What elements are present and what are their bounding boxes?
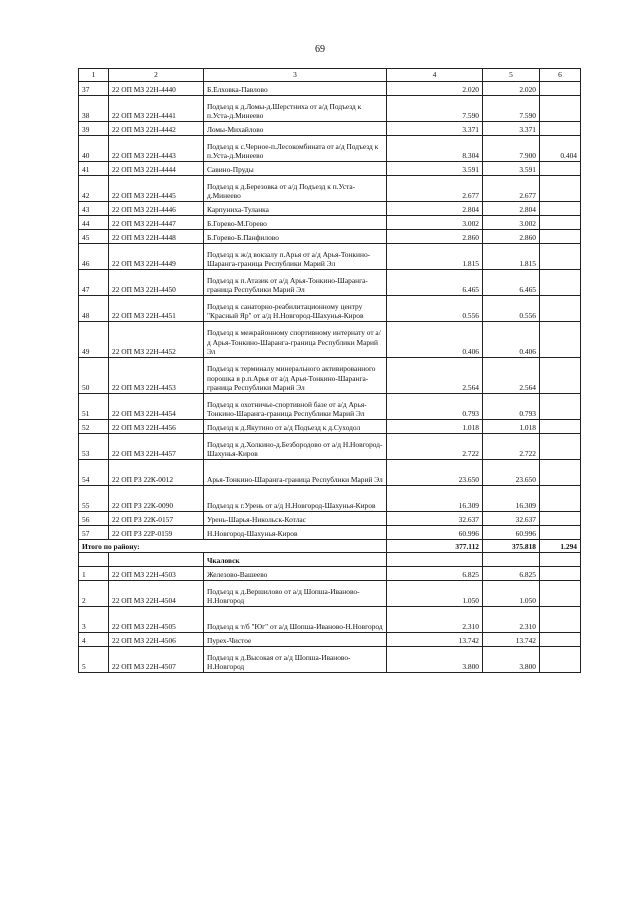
empty-cell — [483, 553, 540, 567]
empty-cell — [79, 553, 109, 567]
road-name: Подъезд к с.Черное-п.Лесокомбината от а/д Подъезд к п.Уста-д.Минеево — [204, 136, 387, 162]
length-col-6 — [540, 122, 581, 136]
road-code: 22 ОП МЗ 22Н-4443 — [109, 136, 204, 162]
district-total-label: Итого по району: — [79, 540, 387, 553]
table-row — [79, 567, 581, 581]
row-number: 44 — [79, 216, 109, 230]
row-number: 55 — [79, 486, 109, 512]
total-length: 7.590 — [387, 96, 483, 122]
length-col-6 — [540, 460, 581, 486]
total-length: 1.815 — [387, 244, 483, 270]
table-row — [79, 230, 581, 244]
total-length: 2.564 — [387, 358, 483, 394]
district-name: Чкаловск — [204, 553, 387, 567]
length-col-6 — [540, 244, 581, 270]
total-length: 2.020 — [387, 82, 483, 96]
length-col-5: 2.564 — [483, 358, 540, 394]
length-col-6 — [540, 486, 581, 512]
table-header-row — [79, 69, 581, 82]
length-col-5: 16.309 — [483, 486, 540, 512]
row-number: 3 — [79, 607, 109, 633]
total-length: 6.825 — [387, 567, 483, 581]
length-col-5: 2.860 — [483, 230, 540, 244]
district-total-col-5: 375.818 — [483, 540, 540, 553]
table-row — [79, 202, 581, 216]
column-header-5: 5 — [483, 69, 540, 82]
row-number: 41 — [79, 162, 109, 176]
length-col-6 — [540, 420, 581, 434]
column-header-4: 4 — [387, 69, 483, 82]
total-length: 2.804 — [387, 202, 483, 216]
length-col-6 — [540, 633, 581, 647]
total-length: 1.018 — [387, 420, 483, 434]
table-row — [79, 270, 581, 296]
length-col-5: 6.825 — [483, 567, 540, 581]
length-col-5: 3.591 — [483, 162, 540, 176]
length-col-6 — [540, 296, 581, 322]
road-name: Савино-Пруды — [204, 162, 387, 176]
road-code: 22 ОП МЗ 22Н-4504 — [109, 581, 204, 607]
road-code: 22 ОП МЗ 22Н-4456 — [109, 420, 204, 434]
road-code: 22 ОП МЗ 22Н-4446 — [109, 202, 204, 216]
table-row — [79, 122, 581, 136]
empty-cell — [540, 553, 581, 567]
length-col-6 — [540, 434, 581, 460]
road-name: Н.Новгород-Шахунья-Киров — [204, 526, 387, 540]
row-number: 45 — [79, 230, 109, 244]
road-name: Подъезд к терминалу минерального активированного порошка в р.п.Арья от а/д Арья-Тонкино-Шаранга-граница Республики Марий Эл — [204, 358, 387, 394]
row-number: 50 — [79, 358, 109, 394]
table-row — [79, 296, 581, 322]
table-row — [79, 82, 581, 96]
road-code: 22 ОП РЗ 22К-0090 — [109, 486, 204, 512]
table-row — [79, 486, 581, 512]
road-name: Подъезд к т/б "Юг" от а/д Шопша-Иваново-Н.Новгород — [204, 607, 387, 633]
road-name: Подъезд к охотничье-спортивной базе от а/д Арья-Тонкино-Шаранга-граница Республики Марий Эл — [204, 394, 387, 420]
table-row — [79, 607, 581, 633]
row-number: 57 — [79, 526, 109, 540]
length-col-6 — [540, 581, 581, 607]
length-col-5: 6.465 — [483, 270, 540, 296]
table-row — [79, 322, 581, 358]
road-name: Подъезд к д.Холкино-д.Безбородово от а/д Н.Новгород-Шахунья-Киров — [204, 434, 387, 460]
length-col-6 — [540, 96, 581, 122]
row-number: 2 — [79, 581, 109, 607]
length-col-6 — [540, 216, 581, 230]
road-code: 22 ОП РЗ 22К-0157 — [109, 512, 204, 526]
total-length: 60.996 — [387, 526, 483, 540]
row-number: 46 — [79, 244, 109, 270]
length-col-6 — [540, 647, 581, 673]
length-col-5: 0.406 — [483, 322, 540, 358]
row-number: 51 — [79, 394, 109, 420]
road-name: Подъезд к д.Вершилово от а/д Шопша-Иваново-Н.Новгород — [204, 581, 387, 607]
table-row — [79, 162, 581, 176]
table-row — [79, 647, 581, 673]
road-name: Подъезд к санаторно-реабилитационному центру "Красный Яр" от а/д Н.Новгород-Шахунья-Киров — [204, 296, 387, 322]
row-number: 49 — [79, 322, 109, 358]
total-length: 16.309 — [387, 486, 483, 512]
road-name: Подъезд к межрайонному спортивному интернату от а/д Арья-Тонкино-Шаранга-граница Республики Марий Эл — [204, 322, 387, 358]
road-name: Подъезд к д.Якутино от а/д Подъезд к д.Суходол — [204, 420, 387, 434]
length-col-6 — [540, 82, 581, 96]
total-length: 3.591 — [387, 162, 483, 176]
road-code: 22 ОП МЗ 22Н-4441 — [109, 96, 204, 122]
length-col-5: 1.018 — [483, 420, 540, 434]
road-name: Подъезд к д.Ломы-д.Шерстниха от а/д Подъезд к п.Уста-д.Минеево — [204, 96, 387, 122]
length-col-5: 2.804 — [483, 202, 540, 216]
row-number: 42 — [79, 176, 109, 202]
length-col-5: 2.020 — [483, 82, 540, 96]
table-row — [79, 358, 581, 394]
total-length: 6.465 — [387, 270, 483, 296]
row-number: 56 — [79, 512, 109, 526]
road-name: Железово-Вашеево — [204, 567, 387, 581]
road-code: 22 ОП МЗ 22Н-4506 — [109, 633, 204, 647]
district-header-row — [79, 553, 581, 567]
total-length: 2.677 — [387, 176, 483, 202]
length-col-6 — [540, 162, 581, 176]
length-col-6 — [540, 322, 581, 358]
total-length: 2.722 — [387, 434, 483, 460]
length-col-5: 7.900 — [483, 136, 540, 162]
row-number: 38 — [79, 96, 109, 122]
road-code: 22 ОП МЗ 22Н-4450 — [109, 270, 204, 296]
column-header-2: 2 — [109, 69, 204, 82]
total-length: 23.650 — [387, 460, 483, 486]
road-code: 22 ОП МЗ 22Н-4449 — [109, 244, 204, 270]
table-row — [79, 96, 581, 122]
road-code: 22 ОП МЗ 22Н-4451 — [109, 296, 204, 322]
total-length: 3.800 — [387, 647, 483, 673]
road-name: Подъезд к д.Высокая от а/д Шопша-Иваново-Н.Новгород — [204, 647, 387, 673]
road-code: 22 ОП МЗ 22Н-4444 — [109, 162, 204, 176]
length-col-5: 0.793 — [483, 394, 540, 420]
page-number: 69 — [315, 44, 325, 55]
column-header-3: 3 — [204, 69, 387, 82]
length-col-5: 2.310 — [483, 607, 540, 633]
total-length: 1.050 — [387, 581, 483, 607]
row-number: 43 — [79, 202, 109, 216]
column-header-1: 1 — [79, 69, 109, 82]
total-length: 0.556 — [387, 296, 483, 322]
length-col-6 — [540, 230, 581, 244]
row-number: 5 — [79, 647, 109, 673]
table-row — [79, 526, 581, 540]
road-register-table — [78, 68, 581, 673]
table-row — [79, 244, 581, 270]
length-col-5: 3.800 — [483, 647, 540, 673]
road-code: 22 ОП МЗ 22Н-4507 — [109, 647, 204, 673]
road-code: 22 ОП МЗ 22Н-4448 — [109, 230, 204, 244]
district-total-col-4: 377.112 — [387, 540, 483, 553]
length-col-5: 1.815 — [483, 244, 540, 270]
road-code: 22 ОП МЗ 22Н-4454 — [109, 394, 204, 420]
road-code: 22 ОП МЗ 22Н-4452 — [109, 322, 204, 358]
table-row — [79, 216, 581, 230]
road-name: Подъезд к д.Березовка от а/д Подъезд к п.Уста-д.Минеево — [204, 176, 387, 202]
road-code: 22 ОП РЗ 22К-0012 — [109, 460, 204, 486]
table-row — [79, 434, 581, 460]
length-col-5: 2.677 — [483, 176, 540, 202]
total-length: 32.637 — [387, 512, 483, 526]
road-name: Карпуниха-Туланка — [204, 202, 387, 216]
length-col-6: 0.404 — [540, 136, 581, 162]
road-name: Арья-Тонкино-Шаранга-граница Республики Марий Эл — [204, 460, 387, 486]
length-col-5: 0.556 — [483, 296, 540, 322]
length-col-6 — [540, 394, 581, 420]
road-name: Подъезд к ж/д вокзалу п.Арья от а/д Арья-Тонкино-Шаранга-граница Республики Марий Эл — [204, 244, 387, 270]
length-col-6 — [540, 607, 581, 633]
length-col-6 — [540, 358, 581, 394]
length-col-6 — [540, 526, 581, 540]
empty-cell — [109, 553, 204, 567]
total-length: 0.406 — [387, 322, 483, 358]
length-col-6 — [540, 512, 581, 526]
road-name: Урень-Шарья-Никольск-Котлас — [204, 512, 387, 526]
length-col-5: 3.371 — [483, 122, 540, 136]
table-row — [79, 420, 581, 434]
road-code: 22 ОП МЗ 22Н-4445 — [109, 176, 204, 202]
length-col-6 — [540, 567, 581, 581]
road-code: 22 ОП МЗ 22Н-4503 — [109, 567, 204, 581]
length-col-5: 60.996 — [483, 526, 540, 540]
row-number: 40 — [79, 136, 109, 162]
road-name: Б.Елховка-Павлово — [204, 82, 387, 96]
total-length: 3.002 — [387, 216, 483, 230]
total-length: 0.793 — [387, 394, 483, 420]
road-name: Б.Горево-М.Горево — [204, 216, 387, 230]
table-row — [79, 581, 581, 607]
road-name: Подъезд к п.Атазик от а/д Арья-Тонкино-Шаранга-граница Республики Марий Эл — [204, 270, 387, 296]
table-row — [79, 394, 581, 420]
row-number: 37 — [79, 82, 109, 96]
road-code: 22 ОП МЗ 22Н-4453 — [109, 358, 204, 394]
table-row — [79, 460, 581, 486]
total-length: 8.304 — [387, 136, 483, 162]
row-number: 54 — [79, 460, 109, 486]
total-length: 3.371 — [387, 122, 483, 136]
road-code: 22 ОП МЗ 22Н-4442 — [109, 122, 204, 136]
road-code: 22 ОП МЗ 22Н-4505 — [109, 607, 204, 633]
column-header-6: 6 — [540, 69, 581, 82]
total-length: 2.310 — [387, 607, 483, 633]
row-number: 39 — [79, 122, 109, 136]
length-col-6 — [540, 202, 581, 216]
district-total-col-6: 1.294 — [540, 540, 581, 553]
length-col-5: 2.722 — [483, 434, 540, 460]
total-length: 13.742 — [387, 633, 483, 647]
row-number: 48 — [79, 296, 109, 322]
row-number: 1 — [79, 567, 109, 581]
road-code: 22 ОП РЗ 22Р-0159 — [109, 526, 204, 540]
road-code: 22 ОП МЗ 22Н-4457 — [109, 434, 204, 460]
road-name: Б.Горево-Б.Панфилово — [204, 230, 387, 244]
road-code: 22 ОП МЗ 22Н-4440 — [109, 82, 204, 96]
length-col-5: 23.650 — [483, 460, 540, 486]
road-name: Пурех-Чистое — [204, 633, 387, 647]
length-col-5: 3.002 — [483, 216, 540, 230]
table-row — [79, 136, 581, 162]
empty-cell — [387, 553, 483, 567]
table-row — [79, 512, 581, 526]
road-code: 22 ОП МЗ 22Н-4447 — [109, 216, 204, 230]
length-col-6 — [540, 270, 581, 296]
road-name: Подъезд к г.Урень от а/д Н.Новгород-Шахунья-Киров — [204, 486, 387, 512]
table-row — [79, 633, 581, 647]
row-number: 47 — [79, 270, 109, 296]
district-total-row — [79, 540, 581, 553]
length-col-5: 7.590 — [483, 96, 540, 122]
road-name: Ломы-Михайлово — [204, 122, 387, 136]
length-col-6 — [540, 176, 581, 202]
total-length: 2.860 — [387, 230, 483, 244]
length-col-5: 13.742 — [483, 633, 540, 647]
row-number: 52 — [79, 420, 109, 434]
table-row — [79, 176, 581, 202]
row-number: 4 — [79, 633, 109, 647]
length-col-5: 32.637 — [483, 512, 540, 526]
row-number: 53 — [79, 434, 109, 460]
length-col-5: 1.050 — [483, 581, 540, 607]
